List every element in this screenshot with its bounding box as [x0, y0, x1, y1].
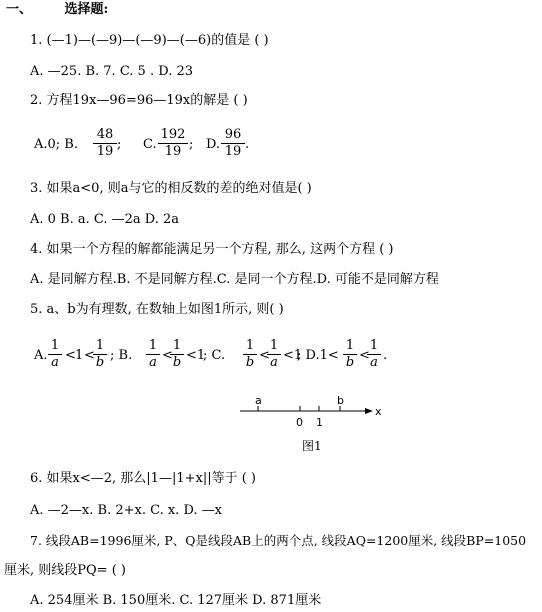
denominator: b: [343, 354, 357, 371]
denominator: b: [93, 354, 107, 371]
denominator: a: [48, 354, 62, 371]
q5-opt-b-label: ; B.: [110, 348, 133, 363]
q5-frac-1-b: [343, 338, 357, 371]
denominator: a: [267, 354, 281, 371]
numerator: 192: [160, 127, 186, 142]
q5-frac-1-a: [367, 338, 381, 371]
q2-sep: ;: [117, 137, 122, 152]
denominator: 19: [93, 143, 117, 160]
q5-one: 1: [75, 348, 84, 363]
numerator: 1: [269, 338, 279, 353]
denominator: 19: [221, 143, 245, 160]
numerator: 1: [50, 338, 60, 353]
q2-opt-c: C.: [143, 137, 157, 152]
q5-lt: <: [162, 348, 173, 363]
q3-stem: 3. 如果a<0, 则a与它的相反数的差的绝对值是( ): [30, 181, 312, 196]
numerator: 1: [95, 338, 105, 353]
q5-lt1: <1: [283, 348, 303, 363]
q5-frac-1-b: [170, 338, 184, 371]
q5-frac-1-a: [48, 338, 62, 371]
q6-options: A. —2—x. B. 2+x. C. x. D. —x: [30, 503, 222, 518]
q5-opt-c-label: ; C.: [203, 348, 226, 363]
q5-stem: 5. a、b为有理数, 在数轴上如图1所示, 则( ): [30, 302, 284, 317]
q5-lt: <: [359, 348, 370, 363]
numerator: 1: [245, 338, 255, 353]
q5-lt1: <1: [186, 348, 206, 363]
q3-options: A. 0 B. a. C. —2a D. 2a: [30, 212, 180, 227]
section-title: 选择题:: [64, 2, 109, 17]
q5-lt: <: [259, 348, 270, 363]
q1-options: A. —25. B. 7. C. 5 . D. 23: [30, 64, 193, 79]
axis-label-one: 1: [316, 416, 323, 429]
numerator: 48: [96, 127, 114, 142]
denominator: 19: [158, 143, 188, 160]
denominator: b: [243, 354, 257, 371]
axis-label-a: a: [255, 394, 262, 407]
axis-label-b: b: [337, 394, 344, 407]
denominator: a: [367, 354, 381, 371]
numerator: 1: [148, 338, 158, 353]
q5-lt: <: [65, 348, 76, 363]
q4-stem: 4. 如果一个方程的解都能满足另一个方程, 那么, 这两个方程 ( ): [30, 242, 394, 257]
numerator: 1: [369, 338, 379, 353]
numerator: 1: [172, 338, 182, 353]
q2-opt-ab: A.0; B.: [34, 137, 78, 152]
q7-options: A. 254厘米 B. 150厘米. C. 127厘米 D. 871厘米: [30, 593, 322, 608]
q2-stem: 2. 方程19x—96=96—19x的解是 ( ): [30, 93, 248, 108]
axis-arrow: [365, 408, 373, 414]
numerator: 96: [224, 127, 242, 142]
q5-opt-a-label: A.: [34, 348, 48, 363]
q4-options: A. 是同解方程.B. 不是同解方程.C. 是同一个方程.D. 可能不是同解方程: [30, 272, 439, 287]
q2-sep: .: [245, 137, 250, 152]
q5-dot: .: [383, 348, 388, 363]
q5-frac-1-b: [243, 338, 257, 371]
q2-frac-48-19: [93, 127, 117, 160]
numerator: 1: [345, 338, 355, 353]
q7-stem-line1: 7. 线段AB=1996厘米, P、Q是线段AB上的两个点, 线段AQ=1200厘米, 线段BP=1050: [30, 533, 527, 548]
figure-caption: 图1: [302, 439, 322, 453]
denominator: a: [146, 354, 160, 371]
axis-label-zero: 0: [296, 416, 303, 429]
q2-opt-d: D.: [206, 137, 221, 152]
q5-frac-1-a: [146, 338, 160, 371]
section-number: 一、: [6, 2, 33, 17]
q5-frac-1-a: [267, 338, 281, 371]
q1-stem: 1. (—1)—(—9)—(—9)—(—6)的值是 ( ): [30, 33, 269, 48]
axis-label-x: x: [375, 405, 382, 418]
q2-frac-96-19: [221, 127, 245, 160]
q5-lt: <: [84, 348, 95, 363]
q6-stem: 6. 如果x<—2, 那么|1—|1+x||等于 ( ): [30, 471, 256, 486]
section-heading: [6, 2, 108, 18]
q2-sep: ;: [189, 137, 194, 152]
q5-frac-1-b: [93, 338, 107, 371]
q7-stem-line2: 厘米, 则线段PQ= ( ): [4, 563, 126, 578]
denominator: b: [170, 354, 184, 371]
q2-frac-192-19: [158, 127, 188, 160]
q5-opt-d-label: ; D.1<: [297, 348, 339, 363]
